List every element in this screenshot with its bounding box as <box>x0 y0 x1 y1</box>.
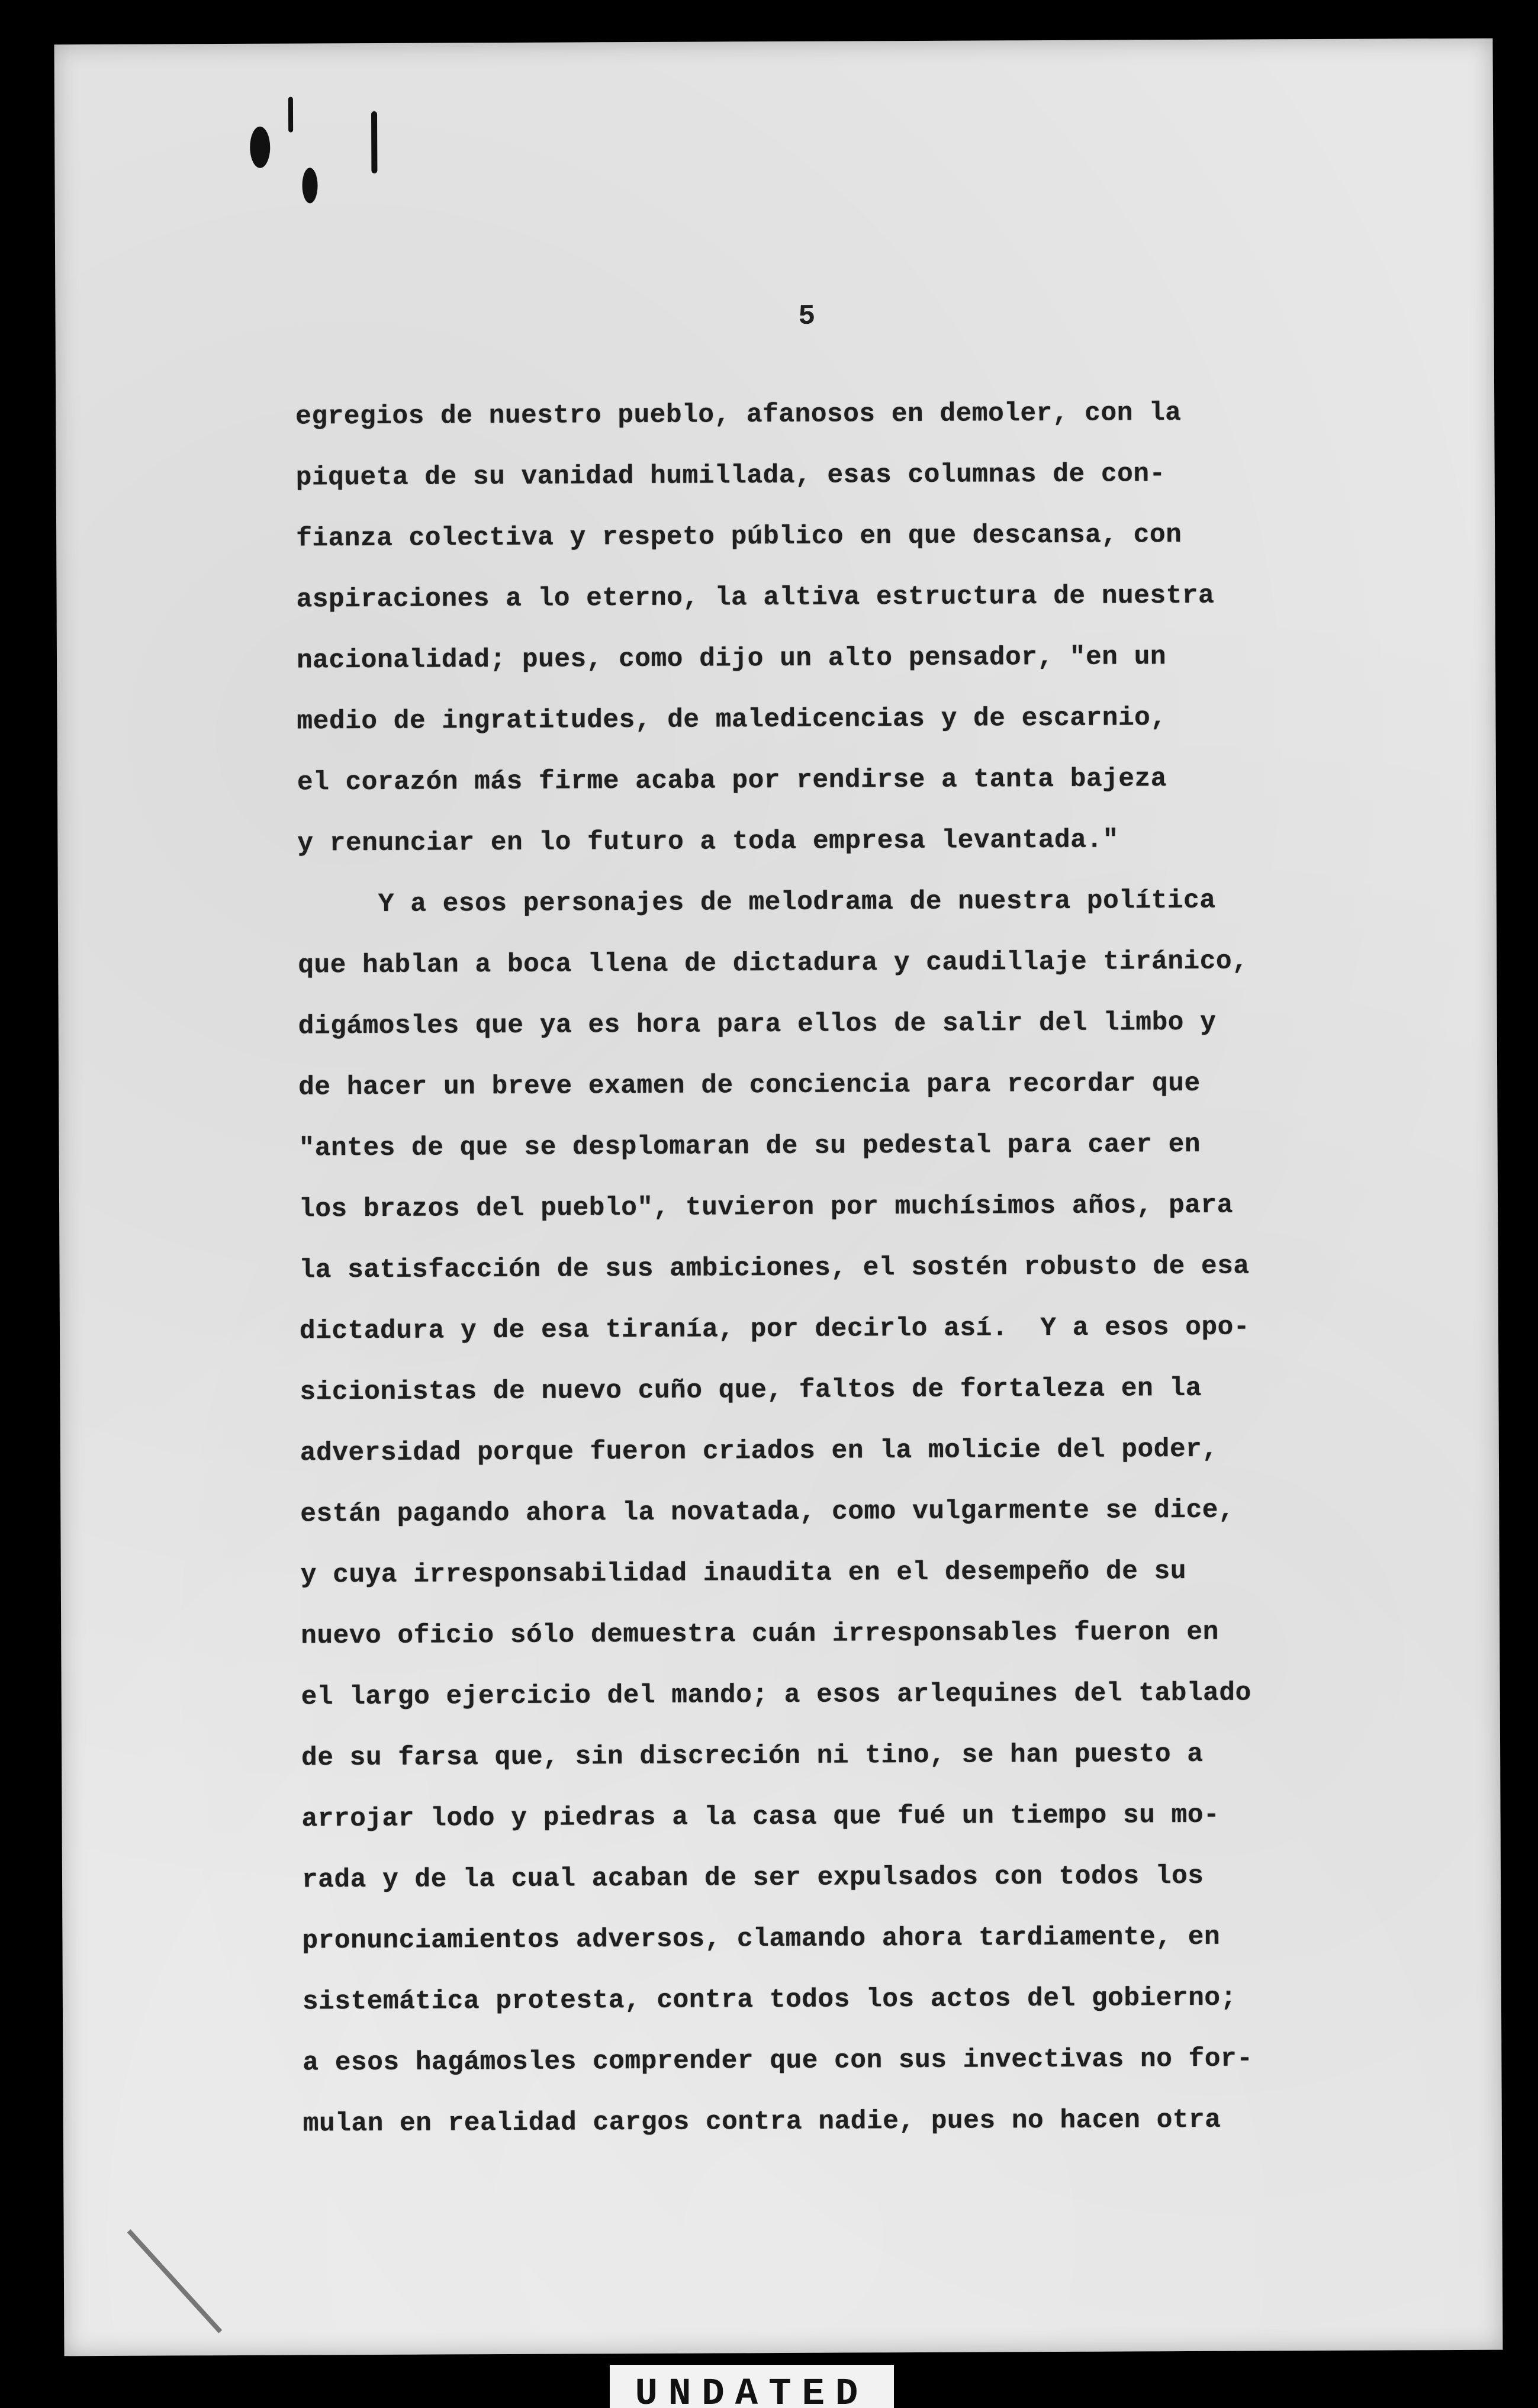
ink-blot <box>288 97 293 133</box>
text-line: pronunciamientos adversos, clamando ahora tardiamente, en <box>302 1922 1221 1956</box>
text-line: de hacer un breve examen de conciencia para recordar que <box>298 1068 1201 1103</box>
text-line: nacionalidad; pues, como dijo un alto pensador, "en un <box>296 642 1167 676</box>
text-line: de su farsa que, sin discreción ni tino, se han puesto a <box>301 1739 1204 1773</box>
text-line: dictadura y de esa tiranía, por decirlo así. Y a esos opo- <box>299 1312 1250 1347</box>
text-line: Y a esos personajes de melodrama de nuestra política <box>297 886 1216 920</box>
text-line: el largo ejercicio del mando; a esos arlequines del tablado <box>301 1678 1251 1712</box>
text-line: aspiraciones a lo eterno, la altiva estructura de nuestra <box>296 581 1215 615</box>
text-line: digámosles que ya es hora para ellos de salir del limbo y <box>298 1007 1217 1042</box>
text-line: están pagando ahora la novatada, como vulgarmente se dice, <box>300 1495 1235 1530</box>
text-line: sistemática protesta, contra todos los actos del gobierno; <box>302 1983 1237 2017</box>
text-line: nuevo oficio sólo demuestra cuán irresponsables fueron en <box>301 1617 1219 1652</box>
text-line: mulan en realidad cargos contra nadie, pues no hacen otra <box>303 2105 1221 2139</box>
text-line: rada y de la cual acaban de ser expulsados con todos los <box>301 1861 1204 1895</box>
text-line: que hablan a boca llena de dictadura y caudillaje tiránico, <box>298 947 1249 981</box>
text-line: la satisfacción de sus ambiciones, el sostén robusto de esa <box>299 1251 1250 1286</box>
ink-blot <box>302 168 317 203</box>
text-line: a esos hagámosles comprender que con sus invectivas no for- <box>303 2044 1253 2078</box>
text-line: y cuya irresponsabilidad inaudita en el desempeño de su <box>300 1556 1187 1591</box>
ink-blot <box>250 127 270 168</box>
typed-body-text <box>295 382 1463 2155</box>
text-line: y renunciar en lo futuro a toda empresa levantada." <box>297 825 1119 859</box>
text-line: el corazón más firme acaba por rendirse a tanta bajeza <box>297 764 1167 798</box>
text-line: egregios de nuestro pueblo, afanosos en demoler, con la <box>295 398 1182 432</box>
text-line: medio de ingratitudes, de maledicencias y de escarnio, <box>297 703 1167 737</box>
paper-crease <box>127 2229 223 2333</box>
text-line: "antes de que se desplomaran de su pedestal para caer en <box>298 1129 1201 1164</box>
text-line: los brazos del pueblo", tuvieron por muchísimos años, para <box>298 1190 1234 1225</box>
document-page <box>54 38 1502 2357</box>
undated-stamp-label: UNDATED <box>610 2365 894 2408</box>
page-number: 5 <box>798 300 816 333</box>
text-line: arrojar lodo y piedras a la casa que fué un tiempo su mo- <box>301 1800 1220 1834</box>
text-line: sicionistas de nuevo cuño que, faltos de fortaleza en la <box>300 1373 1202 1408</box>
ink-blot <box>371 111 377 173</box>
text-line: adversidad porque fueron criados en la molicie del poder, <box>300 1434 1218 1469</box>
text-line: fianza colectiva y respeto público en que descansa, con <box>296 520 1182 554</box>
text-line: piqueta de su vanidad humillada, esas columnas de con- <box>295 459 1166 493</box>
